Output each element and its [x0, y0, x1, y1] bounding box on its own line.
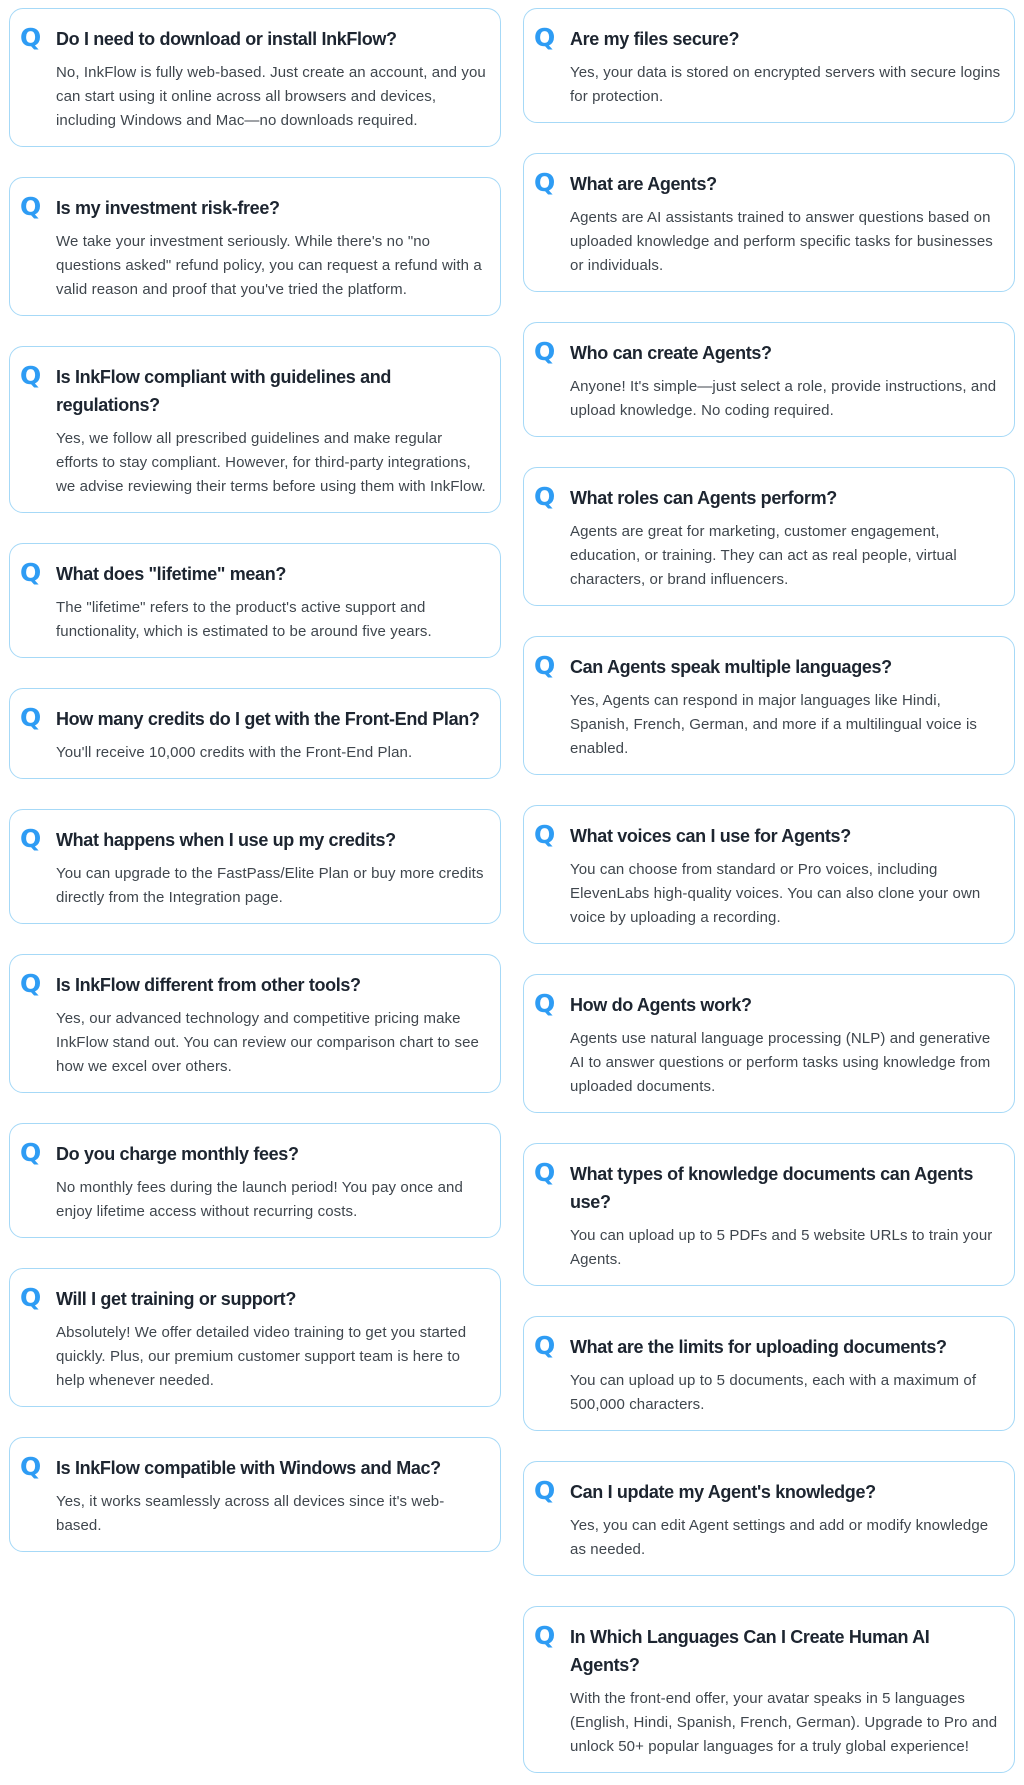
- faq-card-row: [534, 170, 1002, 278]
- faq-answer: You'll receive 10,000 credits with the Front-End Plan.: [56, 744, 413, 761]
- faq-question: What are the limits for uploading documents?: [570, 1337, 947, 1357]
- faq-question: Are my files secure?: [570, 29, 740, 49]
- question-q-icon: Q: [534, 1476, 556, 1505]
- faq-card-content: [570, 1160, 1002, 1272]
- faq-question: What does "lifetime" mean?: [56, 564, 287, 584]
- faq-card: [9, 1123, 501, 1238]
- faq-card-content: [570, 1623, 1002, 1759]
- faq-card-content: [56, 971, 488, 1079]
- faq-question: Is InkFlow compliant with guidelines and regulations?: [56, 367, 392, 415]
- faq-card-content: [570, 170, 1002, 278]
- question-q-icon: Q: [20, 703, 42, 732]
- question-q-icon: Q: [534, 1331, 556, 1360]
- faq-card-row: [534, 484, 1002, 592]
- faq-question: Do I need to download or install InkFlow?: [56, 29, 397, 49]
- question-q-icon: Q: [20, 824, 42, 853]
- faq-card-content: [56, 363, 488, 499]
- faq-answer: Yes, it works seamlessly across all devices since it's web-based.: [56, 1493, 445, 1534]
- faq-card: [523, 1606, 1015, 1773]
- faq-answer: Yes, you can edit Agent settings and add or modify knowledge as needed.: [570, 1517, 989, 1558]
- faq-card: [9, 1437, 501, 1552]
- faq-card: [523, 1143, 1015, 1286]
- faq-card-row: [20, 971, 488, 1079]
- faq-question: Is my investment risk-free?: [56, 198, 280, 218]
- faq-answer: Yes, our advanced technology and competitive pricing make InkFlow stand out. You can review our comparison chart to see how we excel over others.: [56, 1010, 479, 1075]
- faq-answer: You can upload up to 5 PDFs and 5 website URLs to train your Agents.: [570, 1227, 993, 1268]
- faq-card-content: [570, 1478, 1002, 1562]
- faq-card-content: [56, 194, 488, 302]
- faq-question: How do Agents work?: [570, 995, 752, 1015]
- faq-card: [9, 954, 501, 1093]
- faq-card: [9, 543, 501, 658]
- faq-card-content: [56, 560, 488, 644]
- faq-question: Can Agents speak multiple languages?: [570, 657, 892, 677]
- question-q-icon: Q: [534, 1158, 556, 1187]
- faq-card-row: [20, 1454, 488, 1538]
- question-q-icon: Q: [20, 1452, 42, 1481]
- faq-card-content: [570, 822, 1002, 930]
- faq-card-row: [534, 991, 1002, 1099]
- question-q-icon: Q: [20, 192, 42, 221]
- faq-question: Can I update my Agent's knowledge?: [570, 1482, 876, 1502]
- faq-answer: Agents are great for marketing, customer engagement, education, or training. They can act as real people, virtual characters, or brand influencers.: [570, 523, 957, 588]
- faq-answer: Yes, we follow all prescribed guidelines and make regular efforts to stay compliant. However, for third-party integrations, we advise reviewing their terms before using them with InkFlow.: [56, 430, 486, 495]
- question-q-icon: Q: [534, 168, 556, 197]
- faq-answer: You can choose from standard or Pro voices, including ElevenLabs high-quality voices. You can also clone your own voice by uploading a recording.: [570, 861, 981, 926]
- faq-answer: No monthly fees during the launch period! You pay once and enjoy lifetime access without recurring costs.: [56, 1179, 463, 1220]
- faq-card-row: [20, 194, 488, 302]
- faq-question: What roles can Agents perform?: [570, 488, 837, 508]
- question-q-icon: Q: [20, 969, 42, 998]
- faq-answer: Yes, Agents can respond in major languages like Hindi, Spanish, French, German, and more if a multilingual voice is enabled.: [570, 692, 978, 757]
- faq-column-right: [523, 8, 1015, 1773]
- faq-answer: Agents use natural language processing (NLP) and generative AI to answer questions or perform tasks using knowledge from uploaded documents.: [570, 1030, 991, 1095]
- question-q-icon: Q: [534, 989, 556, 1018]
- faq-answer: Agents are AI assistants trained to answer questions based on uploaded knowledge and perform specific tasks for businesses or individuals.: [570, 209, 993, 274]
- faq-card-row: [20, 826, 488, 910]
- faq-card-row: [534, 1623, 1002, 1759]
- question-q-icon: Q: [20, 558, 42, 587]
- faq-answer: Yes, your data is stored on encrypted servers with secure logins for protection.: [570, 64, 1001, 105]
- question-q-icon: Q: [534, 23, 556, 52]
- faq-card: [523, 1461, 1015, 1576]
- faq-question: What happens when I use up my credits?: [56, 830, 396, 850]
- faq-card: [9, 8, 501, 147]
- question-q-icon: Q: [20, 1138, 42, 1167]
- faq-card: [523, 974, 1015, 1113]
- faq-answer: With the front-end offer, your avatar speaks in 5 languages (English, Hindi, Spanish, French, German). Upgrade to Pro and unlock 50+ popular languages for a truly global experience!: [570, 1690, 998, 1755]
- faq-card-content: [570, 1333, 1002, 1417]
- faq-card-row: [534, 339, 1002, 423]
- faq-question: What voices can I use for Agents?: [570, 826, 851, 846]
- faq-card-content: [570, 25, 1002, 109]
- faq-card-row: [534, 25, 1002, 109]
- faq-card: [523, 805, 1015, 944]
- faq-card-row: [534, 1478, 1002, 1562]
- faq-card-content: [570, 991, 1002, 1099]
- faq-question: Is InkFlow compatible with Windows and Mac?: [56, 1458, 441, 1478]
- faq-card-row: [20, 363, 488, 499]
- faq-answer: You can upload up to 5 documents, each with a maximum of 500,000 characters.: [570, 1372, 977, 1413]
- question-q-icon: Q: [534, 651, 556, 680]
- faq-answer: Anyone! It's simple—just select a role, provide instructions, and upload knowledge. No coding required.: [570, 378, 997, 419]
- faq-card-content: [570, 484, 1002, 592]
- faq-card-row: [20, 1140, 488, 1224]
- faq-card-row: [534, 822, 1002, 930]
- faq-card: [523, 636, 1015, 775]
- faq-card: [9, 688, 501, 779]
- question-q-icon: Q: [534, 820, 556, 849]
- question-q-icon: Q: [20, 23, 42, 52]
- faq-answer: The "lifetime" refers to the product's active support and functionality, which is estimated to be around five years.: [56, 599, 432, 640]
- faq-card-row: [534, 1160, 1002, 1272]
- faq-card-content: [56, 1140, 488, 1224]
- faq-card-content: [570, 653, 1002, 761]
- faq-card: [523, 8, 1015, 123]
- question-q-icon: Q: [534, 1621, 556, 1650]
- faq-card-row: [20, 25, 488, 133]
- faq-question: How many credits do I get with the Front-End Plan?: [56, 709, 480, 729]
- faq-card: [523, 467, 1015, 606]
- faq-card-content: [56, 705, 488, 765]
- faq-card-row: [534, 653, 1002, 761]
- faq-card: [523, 1316, 1015, 1431]
- faq-answer: You can upgrade to the FastPass/Elite Plan or buy more credits directly from the Integration page.: [56, 865, 484, 906]
- faq-card-content: [56, 826, 488, 910]
- faq-question: What are Agents?: [570, 174, 717, 194]
- faq-card-content: [570, 339, 1002, 423]
- faq-question: Do you charge monthly fees?: [56, 1144, 299, 1164]
- faq-card: [523, 322, 1015, 437]
- faq-answer: No, InkFlow is fully web-based. Just create an account, and you can start using it online across all browsers and devices, including Windows and Mac—no downloads required.: [56, 64, 486, 129]
- faq-question: Will I get training or support?: [56, 1289, 296, 1309]
- faq-card: [9, 177, 501, 316]
- question-q-icon: Q: [20, 361, 42, 390]
- faq-card-content: [56, 25, 488, 133]
- faq-question: Is InkFlow different from other tools?: [56, 975, 361, 995]
- faq-answer: We take your investment seriously. While there's no "no questions asked" refund policy, you can request a refund with a valid reason and proof that you've tried the platform.: [56, 233, 482, 298]
- faq-card: [9, 1268, 501, 1407]
- faq-card-row: [20, 560, 488, 644]
- faq-card: [9, 346, 501, 513]
- faq-column-left: [9, 8, 501, 1773]
- faq-question: Who can create Agents?: [570, 343, 772, 363]
- faq-card: [9, 809, 501, 924]
- faq-card-content: [56, 1285, 488, 1393]
- faq-card-row: [20, 1285, 488, 1393]
- faq-card-row: [20, 705, 488, 765]
- faq-question: In Which Languages Can I Create Human AI Agents?: [570, 1627, 930, 1675]
- question-q-icon: Q: [20, 1283, 42, 1312]
- faq-card: [523, 153, 1015, 292]
- faq-question: What types of knowledge documents can Agents use?: [570, 1164, 973, 1212]
- faq-answer: Absolutely! We offer detailed video training to get you started quickly. Plus, our premium customer support team is here to help whenever needed.: [56, 1324, 467, 1389]
- question-q-icon: Q: [534, 482, 556, 511]
- faq-card-content: [56, 1454, 488, 1538]
- faq-card-row: [534, 1333, 1002, 1417]
- question-q-icon: Q: [534, 337, 556, 366]
